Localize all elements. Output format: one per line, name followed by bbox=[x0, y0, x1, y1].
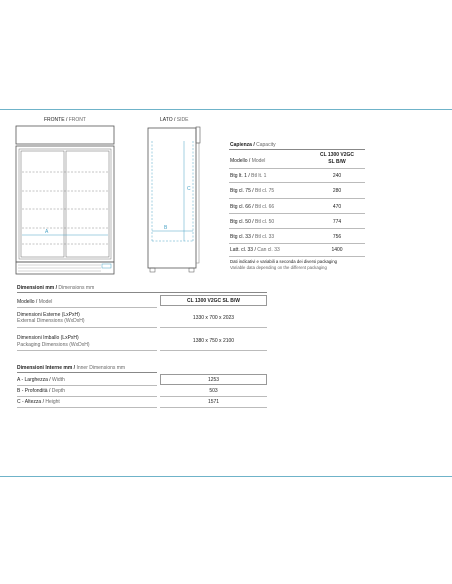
inner-row-value: 1253 bbox=[207, 377, 220, 383]
packaging-dimensions-value-rule bbox=[160, 350, 267, 351]
capacity-row-rule bbox=[229, 243, 365, 244]
inner-value-rule bbox=[160, 407, 267, 408]
capacity-note-en: Variable data depending on the different packaging bbox=[230, 265, 327, 270]
external-dimensions-value: 1330 x 700 x 2023 bbox=[192, 315, 235, 321]
bottom-frame-line bbox=[0, 476, 452, 477]
packaging-dimensions-value: 1380 x 750 x 2100 bbox=[192, 338, 235, 344]
capacity-row-rule bbox=[229, 256, 365, 257]
capacity-row-label: Btg cl. 50 / Btl cl. 50 bbox=[230, 219, 275, 225]
external-dimensions-label-en: External Dimensions (WxDxH) bbox=[17, 318, 85, 324]
inner-dimensions-title-rule bbox=[17, 372, 157, 373]
inner-row-value: 503 bbox=[209, 388, 218, 394]
capacity-row-value: 1400 bbox=[331, 247, 343, 253]
side-view-label: LATO / SIDE bbox=[160, 117, 189, 123]
capacity-row-label: Btg cl. 33 / Btl cl. 33 bbox=[230, 234, 275, 240]
capacity-row-rule bbox=[229, 228, 365, 229]
external-dimensions-rule bbox=[17, 327, 157, 328]
capacity-row-value: 756 bbox=[332, 234, 342, 240]
dimensions-header-label: Modello / Model bbox=[17, 299, 53, 305]
capacity-row-value: 240 bbox=[332, 173, 342, 179]
top-frame-line bbox=[0, 109, 452, 110]
capacity-title: Capienza / Capacity bbox=[230, 142, 276, 148]
packaging-dimensions-label-en: Packaging Dimensions (WxDxH) bbox=[17, 342, 90, 348]
dimensions-title: Dimensioni mm / Dimensions mm bbox=[17, 285, 95, 291]
capacity-row-rule bbox=[229, 182, 365, 183]
inner-row-rule bbox=[17, 407, 157, 408]
capacity-note-it: Dati indicativi e variabili a seconda dei diversi packaging bbox=[230, 259, 338, 264]
capacity-row-rule bbox=[229, 198, 365, 199]
inner-row-label: C - Altezza / Height bbox=[17, 399, 60, 405]
external-dimensions-label: Dimensioni Esterne (LxPxH) bbox=[17, 312, 80, 318]
dimension-b-label: B bbox=[164, 225, 168, 231]
inner-row-rule bbox=[17, 396, 157, 397]
capacity-model-line1: CL 1300 V2GC bbox=[319, 152, 355, 158]
inner-row-value: 1571 bbox=[207, 399, 220, 405]
inner-row-rule bbox=[17, 385, 157, 386]
inner-row-label: B - Profondità / Depth bbox=[17, 388, 66, 394]
inner-value-rule bbox=[160, 396, 267, 397]
capacity-row-label: Btg lt. 1 / Btl lt. 1 bbox=[230, 173, 267, 179]
capacity-row-label: Btg cl. 66 / Btl cl. 66 bbox=[230, 204, 275, 210]
front-view-drawing bbox=[13, 123, 119, 277]
external-dimensions-value-rule bbox=[160, 327, 267, 328]
capacity-row-rule bbox=[229, 213, 365, 214]
inner-dimensions-title: Dimensioni Interne mm / Inner Dimensions mm bbox=[17, 365, 126, 371]
inner-row-label: A - Larghezza / Width bbox=[17, 377, 65, 383]
front-view-label: FRONTE / FRONT bbox=[44, 117, 86, 123]
packaging-dimensions-rule bbox=[17, 350, 157, 351]
capacity-model-line2: SL B/W bbox=[328, 159, 346, 165]
side-view-drawing bbox=[142, 123, 206, 277]
capacity-row-value: 470 bbox=[332, 204, 342, 210]
capacity-row-label: Latt. cl. 33 / Can cl. 33 bbox=[230, 247, 280, 253]
capacity-title-rule bbox=[229, 149, 365, 150]
dimensions-header-rule bbox=[17, 307, 157, 308]
capacity-row-value: 774 bbox=[332, 219, 342, 225]
capacity-header-rule bbox=[229, 168, 365, 169]
dimension-c-label: C bbox=[187, 186, 191, 192]
dimension-a-label: A bbox=[45, 229, 49, 235]
packaging-dimensions-label: Dimensioni Imballo (LxPxH) bbox=[17, 335, 79, 341]
capacity-header-label: Modello / Model bbox=[230, 158, 266, 164]
dimensions-model: CL 1300 V2GC SL B/W bbox=[187, 298, 240, 304]
capacity-row-label: Btg cl. 75 / Btl cl. 75 bbox=[230, 188, 275, 194]
capacity-row-value: 280 bbox=[332, 188, 342, 194]
dimensions-title-rule bbox=[17, 292, 267, 293]
